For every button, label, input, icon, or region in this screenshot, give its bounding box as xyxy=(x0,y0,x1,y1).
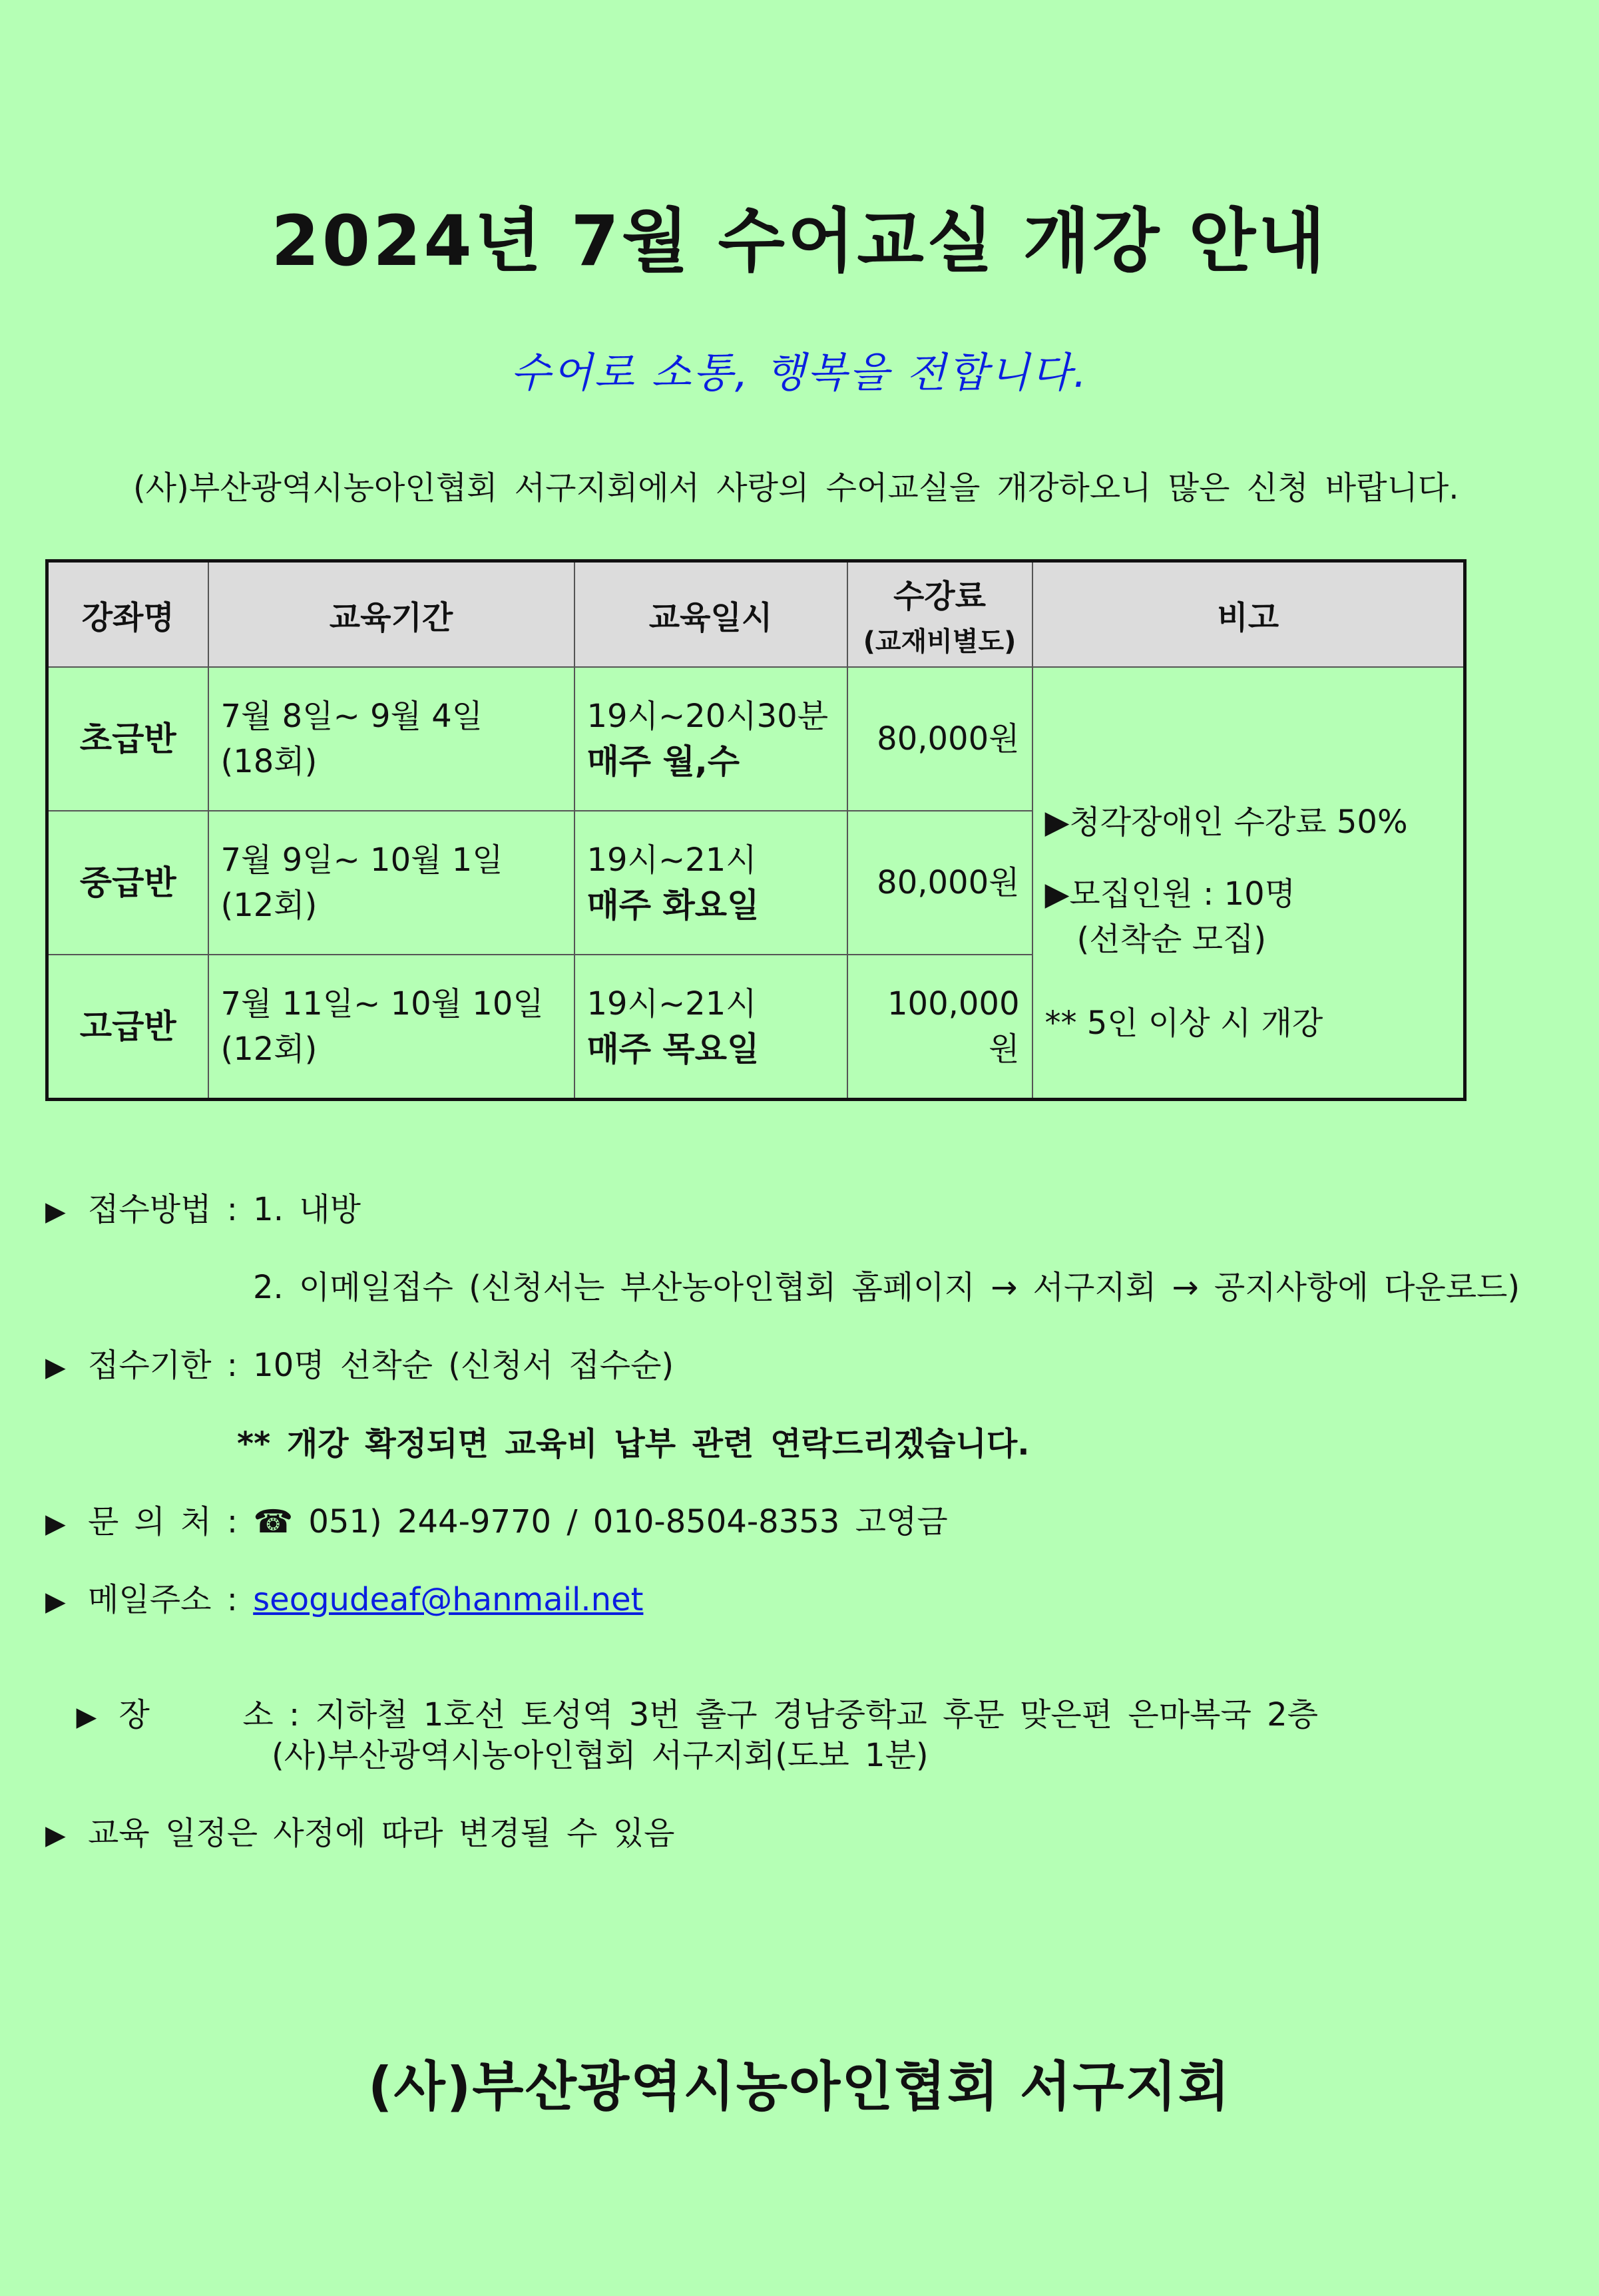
note-capacity-sub: (선착순 모집) xyxy=(1076,921,1267,958)
note-minimum: ** 5인 이상 시 개강 xyxy=(1044,1005,1323,1042)
organization-footer: (사)부산광역시농아인협회 서구지회 xyxy=(367,2056,1232,2118)
header-period: 교육기간 xyxy=(208,561,574,668)
time-days: 매주 화요일 xyxy=(586,886,760,925)
header-note: 비고 xyxy=(1032,561,1465,668)
info-method-2-row xyxy=(253,1262,1520,1307)
course-time xyxy=(574,955,847,1100)
info-place-2-row xyxy=(272,1729,929,1775)
time-hours: 19시~21시 xyxy=(586,841,757,879)
contact-value: 051) 244-9770 / 010-8504-8353 고영금 xyxy=(308,1503,948,1540)
place-label: 장 소 : xyxy=(118,1696,316,1733)
course-time xyxy=(574,811,847,955)
place-1: 지하철 1호선 토성역 3번 출구 경남중학교 후문 맞은편 은마복국 2층 xyxy=(315,1696,1319,1733)
intro-text: (사)부산광역시농아인협회 서구지회에서 사랑의 수어교실을 개강하오니 많은 신청 바랍니다. xyxy=(133,469,1459,507)
note-discount: ▶청각장애인 수강료 50% xyxy=(1044,804,1408,841)
period-sessions: (12회) xyxy=(220,1031,318,1068)
deadline-value: 10명 선착순 (신청서 접수순) xyxy=(253,1347,674,1384)
course-fee: 80,000원 xyxy=(847,667,1032,811)
header-fee xyxy=(847,561,1032,668)
period-dates: 7월 8일~ 9월 4일 xyxy=(220,698,483,735)
method-2: 2. 이메일접수 (신청서는 부산농아인협회 홈페이지 → 서구지회 → 공지사항에 다운로드) xyxy=(253,1269,1520,1306)
schedule-table xyxy=(45,559,1467,1101)
email-label: 메일주소 : xyxy=(88,1581,254,1618)
contact-label: 문 의 처 : xyxy=(88,1503,254,1540)
phone-icon: ☎ xyxy=(253,1503,294,1540)
header-fee-sub: (교재비별도) xyxy=(863,626,1017,657)
course-fee: 100,000원 xyxy=(847,955,1032,1100)
bullet-icon: ▶ xyxy=(45,1352,66,1383)
header-course: 강좌명 xyxy=(47,561,208,668)
course-time xyxy=(574,667,847,811)
course-period xyxy=(208,955,574,1100)
note-capacity: ▶모집인원 : 10명 xyxy=(1044,875,1296,913)
bullet-icon: ▶ xyxy=(76,1702,97,1732)
page-title: 2024년 7월 수어교실 개강 안내 xyxy=(271,200,1328,282)
info-email-row xyxy=(45,1574,643,1620)
info-deadline-row xyxy=(45,1339,674,1385)
bullet-icon: ▶ xyxy=(45,1820,66,1851)
info-schedule-row xyxy=(45,1807,674,1853)
header-fee-label: 수강료 xyxy=(893,578,987,615)
info-contact-row xyxy=(45,1496,948,1542)
course-period xyxy=(208,667,574,811)
bullet-icon: ▶ xyxy=(45,1508,66,1539)
notes-cell xyxy=(1032,667,1465,1100)
time-hours: 19시~20시30분 xyxy=(586,698,829,735)
course-period xyxy=(208,811,574,955)
course-name: 초급반 xyxy=(47,667,208,811)
table-row xyxy=(47,667,1465,811)
schedule-notice: 교육 일정은 사정에 따라 변경될 수 있음 xyxy=(88,1815,675,1852)
period-sessions: (18회) xyxy=(220,743,318,780)
place-2: (사)부산광역시농아인협회 서구지회(도보 1분) xyxy=(272,1737,929,1774)
info-place-row xyxy=(45,1652,1318,1735)
bullet-icon: ▶ xyxy=(45,1586,66,1617)
period-sessions: (12회) xyxy=(220,887,318,924)
table-header-row xyxy=(47,561,1465,668)
method-label: 접수방법 : xyxy=(88,1191,254,1228)
course-name: 중급반 xyxy=(47,811,208,955)
course-fee: 80,000원 xyxy=(847,811,1032,955)
email-link[interactable]: seogudeaf@hanmail.net xyxy=(253,1581,644,1618)
time-days: 매주 목요일 xyxy=(586,1030,760,1068)
period-dates: 7월 9일~ 10월 1일 xyxy=(220,841,503,879)
period-dates: 7월 11일~ 10월 10일 xyxy=(220,985,544,1023)
deadline-label: 접수기한 : xyxy=(88,1347,254,1384)
header-schedule: 교육일시 xyxy=(574,561,847,668)
info-method-row xyxy=(45,1184,361,1230)
time-days: 매주 월,수 xyxy=(586,742,740,781)
bullet-icon: ▶ xyxy=(45,1196,66,1227)
time-hours: 19시~21시 xyxy=(586,985,757,1023)
method-1: 1. 내방 xyxy=(253,1191,361,1228)
confirm-notice: ** 개강 확정되면 교육비 납부 관련 연락드리겠습니다. xyxy=(237,1425,1030,1463)
slogan: 수어로 소통, 행복을 전합니다. xyxy=(510,348,1089,397)
course-name: 고급반 xyxy=(47,955,208,1100)
